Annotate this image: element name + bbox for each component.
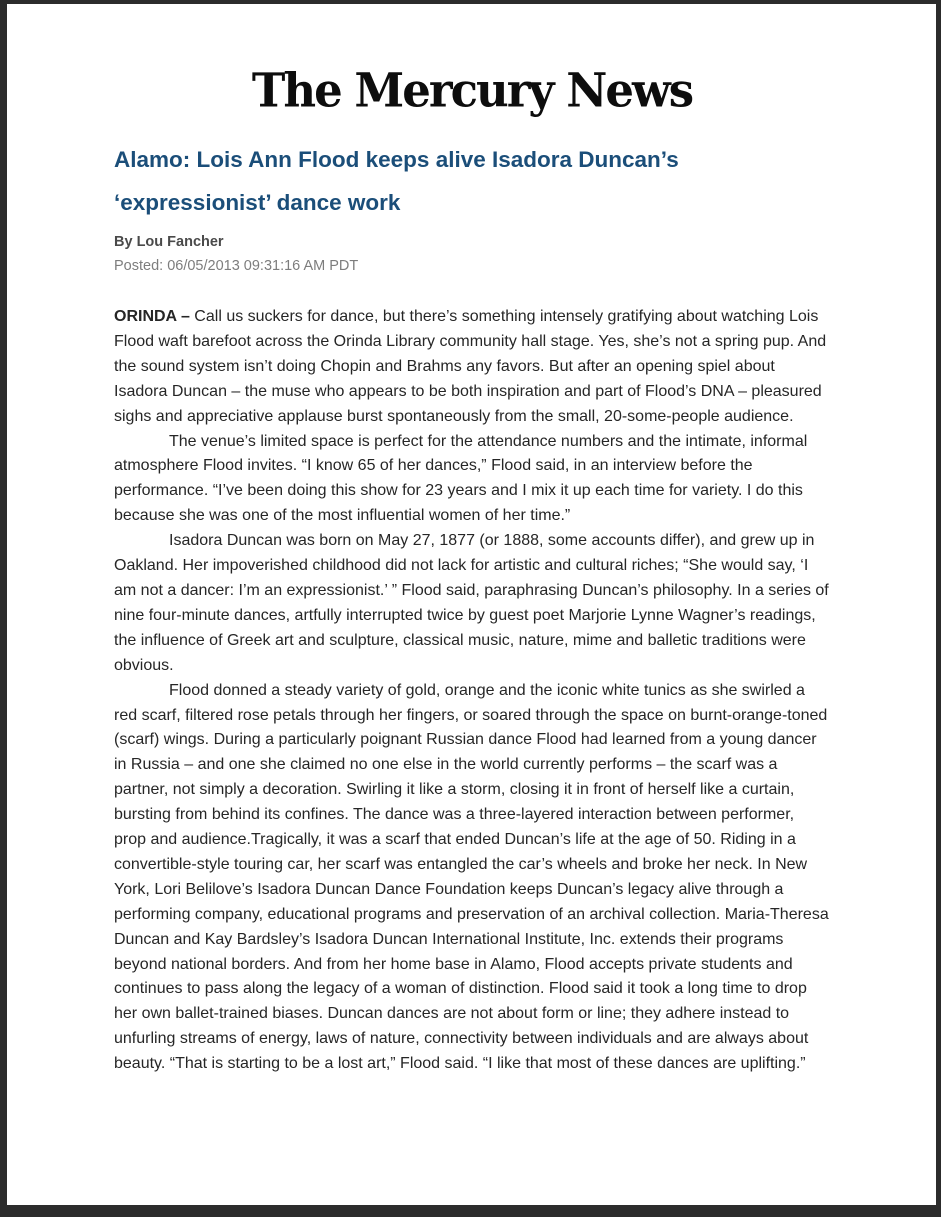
masthead [114,4,830,118]
paragraph-text: Call us suckers for dance, but there’s something intensely gratifying about watching Lois Flood waft barefoot across the Orinda Library community hall stage. Yes, she’s not a spring pup. And the sound system isn’t doing Chopin and Brahms any favors. But after an opening spiel about Isadora Duncan – the muse who appears to be both inspiration and part of Flood’s DNA – pleasured sighs and appreciative applause burst spontaneously from the small, 20-some-people audience. [114,308,827,425]
paragraph [114,679,830,1078]
paragraph [114,430,830,530]
article-posted-date: Posted: 06/05/2013 09:31:16 AM PDT [114,258,359,274]
document-page [7,4,936,1205]
paragraph-lead-dateline: ORINDA – [114,308,190,325]
article-headline: Alamo: Lois Ann Flood keeps alive Isadora Duncan’s ‘expressionist’ dance work [114,147,679,215]
article-body [114,305,830,1077]
paragraph-text: The venue’s limited space is perfect for the attendance numbers and the intimate, informal atmosphere Flood invites. “I know 65 of her dances,” Flood said, in an interview before the performance. “I’ve been doing this show for 23 years and I mix it up each time for variety. I do this because she was one of the most influential women of her time.” [114,432,808,525]
paragraph-text: Flood donned a steady variety of gold, orange and the iconic white tunics as she swirled a red scarf, filtered rose petals through her fingers, or soared through the space on burnt-orange-toned (scarf) wings. During a particularly poignant Russian dance Flood had learned from a young dancer in Russia – and one she claimed no one else in the world currently performs – the scarf was a partner, not simply a decoration. Swirling it like a storm, closing it in front of herself like a curtain, bursting from behind its confines. The dance was a three-layered interaction between performer, prop and audience.Tragically, it was a scarf that ended Duncan’s life at the age of 50. Riding in a convertible-style touring car, her scarf was entangled the car’s wheels and broke her neck. In New York, Lori Belilove’s Isadora Duncan Dance Foundation keeps Duncan’s legacy alive through a performing company, educational programs and preservation of an archival collection. Maria-Theresa Duncan and Kay Bardsley’s Isadora Duncan International Institute, Inc. extends their programs beyond national borders. And from her home base in Alamo, Flood accepts private students and continues to pass along the legacy of a woman of distinction. Flood said it took a long time to drop her own ballet-trained biases. Duncan dances are not about form or line; they adhere instead to unfurling streams of energy, laws of nature, connectivity between individuals and are always about beauty. “That is starting to be a lost art,” Flood said. “I like that most of these dances are uplifting.” [114,681,829,1073]
mercury-news-logo: The Mercury News [251,62,693,119]
paragraph [114,529,830,678]
paragraph [114,305,830,430]
article-byline: By Lou Fancher [114,234,224,250]
paragraph-text: Isadora Duncan was born on May 27, 1877 (or 1888, some accounts differ), and grew up in Oakland. Her impoverished childhood did not lack for artistic and cultural riches; “She would say, ‘I am not a dancer: I’m an expressionist.’ ” Flood said, paraphrasing Duncan’s philosophy. In a series of nine four-minute dances, artfully interrupted twice by guest poet Marjorie Lynne Wagner’s readings, the influence of Greek art and sculpture, classical music, nature, mime and balletic traditions were obvious. [114,532,829,674]
